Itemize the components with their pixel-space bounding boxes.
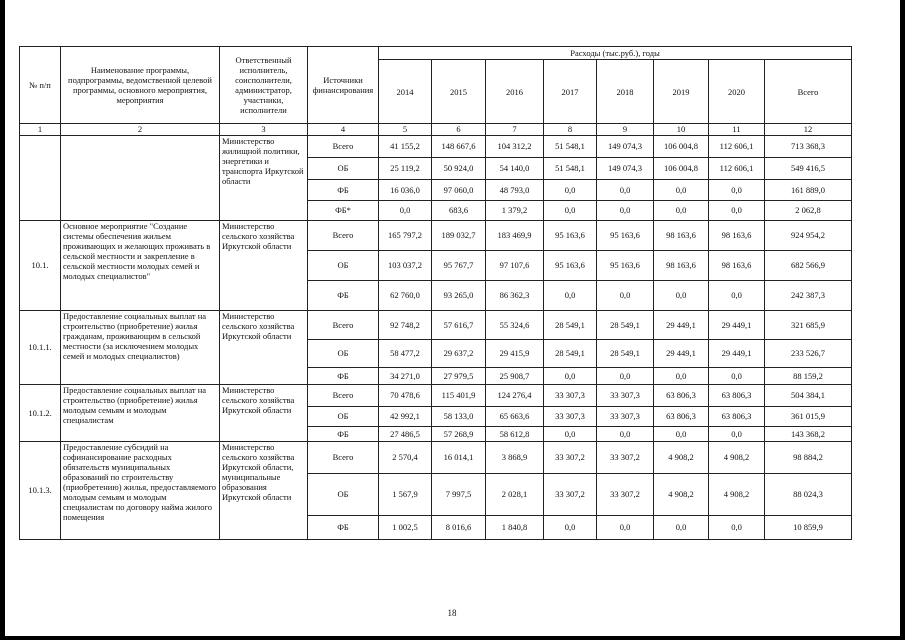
total-value-cell: 682 566,9 — [765, 251, 852, 281]
year-value-cell: 97 107,6 — [486, 251, 544, 281]
year-value-cell: 0,0 — [709, 180, 765, 201]
year-value-cell: 98 163,6 — [709, 251, 765, 281]
funding-source-cell: ОБ — [308, 407, 379, 427]
total-value-cell: 504 384,1 — [765, 385, 852, 407]
year-value-cell: 4 908,2 — [709, 442, 765, 474]
total-value-cell: 924 954,2 — [765, 221, 852, 251]
year-value-cell: 58 612,8 — [486, 427, 544, 442]
year-value-cell: 124 276,4 — [486, 385, 544, 407]
year-value-cell: 28 549,1 — [544, 340, 597, 368]
year-value-cell: 3 868,9 — [486, 442, 544, 474]
year-value-cell: 4 908,2 — [654, 442, 709, 474]
year-value-cell: 0,0 — [654, 368, 709, 385]
year-value-cell: 0,0 — [379, 201, 432, 221]
column-number: 6 — [432, 124, 486, 136]
total-value-cell: 98 884,2 — [765, 442, 852, 474]
row-responsible-cell: Министерство сельского хозяйства Иркутской области, муниципальные образования Иркутской области — [220, 442, 308, 540]
year-value-cell: 97 060,0 — [432, 180, 486, 201]
year-value-cell: 28 549,1 — [544, 311, 597, 340]
row-code-cell: 10.1. — [20, 221, 61, 311]
year-value-cell: 50 924,0 — [432, 158, 486, 180]
year-value-cell: 0,0 — [597, 368, 654, 385]
row-name-cell: Основное мероприятие "Создание системы обеспечения жильем проживающих и желающих проживать в сельской местности и закрепление в сельской местности молодых семей и молодых специалистов" — [61, 221, 220, 311]
year-value-cell: 8 016,6 — [432, 516, 486, 540]
year-value-cell: 115 401,9 — [432, 385, 486, 407]
funding-source-cell: ФБ — [308, 180, 379, 201]
year-value-cell: 103 037,2 — [379, 251, 432, 281]
year-value-cell: 148 667,6 — [432, 136, 486, 158]
year-value-cell: 70 478,6 — [379, 385, 432, 407]
year-value-cell: 29 449,1 — [654, 340, 709, 368]
year-value-cell: 95 163,6 — [597, 251, 654, 281]
column-number: 5 — [379, 124, 432, 136]
header-year: 2020 — [709, 60, 765, 124]
year-value-cell: 683,6 — [432, 201, 486, 221]
year-value-cell: 7 997,5 — [432, 474, 486, 516]
funding-source-cell: ОБ — [308, 158, 379, 180]
scan-bottom-edge — [0, 636, 905, 640]
total-value-cell: 2 062,8 — [765, 201, 852, 221]
year-value-cell: 0,0 — [709, 281, 765, 311]
year-value-cell: 33 307,2 — [597, 442, 654, 474]
year-value-cell: 33 307,2 — [544, 474, 597, 516]
year-value-cell: 0,0 — [597, 180, 654, 201]
year-value-cell: 57 268,9 — [432, 427, 486, 442]
year-value-cell: 98 163,6 — [654, 221, 709, 251]
year-value-cell: 98 163,6 — [709, 221, 765, 251]
funding-source-cell: ФБ — [308, 281, 379, 311]
year-value-cell: 106 004,8 — [654, 158, 709, 180]
year-value-cell: 0,0 — [654, 516, 709, 540]
funding-source-cell: Всего — [308, 221, 379, 251]
year-value-cell: 0,0 — [544, 281, 597, 311]
funding-source-cell: Всего — [308, 442, 379, 474]
year-value-cell: 63 806,3 — [709, 407, 765, 427]
funding-source-cell: Всего — [308, 136, 379, 158]
year-value-cell: 33 307,3 — [544, 385, 597, 407]
funding-source-cell: Всего — [308, 385, 379, 407]
header-total: Всего — [765, 60, 852, 124]
year-value-cell: 92 748,2 — [379, 311, 432, 340]
header-year: 2018 — [597, 60, 654, 124]
column-number: 9 — [597, 124, 654, 136]
year-value-cell: 1 840,8 — [486, 516, 544, 540]
year-value-cell: 0,0 — [597, 201, 654, 221]
year-value-cell: 112 606,1 — [709, 136, 765, 158]
year-value-cell: 33 307,3 — [544, 407, 597, 427]
year-value-cell: 25 119,2 — [379, 158, 432, 180]
header-expenses: Расходы (тыс.руб.), годы — [379, 47, 852, 60]
funding-source-cell: ФБ — [308, 516, 379, 540]
column-number: 12 — [765, 124, 852, 136]
year-value-cell: 41 155,2 — [379, 136, 432, 158]
year-value-cell: 106 004,8 — [654, 136, 709, 158]
table-row — [20, 221, 852, 251]
total-value-cell: 321 685,9 — [765, 311, 852, 340]
header-num: № п/п — [20, 47, 61, 124]
year-value-cell: 149 074,3 — [597, 158, 654, 180]
year-value-cell: 29 449,1 — [654, 311, 709, 340]
year-value-cell: 95 163,6 — [597, 221, 654, 251]
total-value-cell: 10 859,9 — [765, 516, 852, 540]
year-value-cell: 1 002,5 — [379, 516, 432, 540]
row-responsible-cell: Министерство сельского хозяйства Иркутской области — [220, 221, 308, 311]
column-number: 1 — [20, 124, 61, 136]
year-value-cell: 165 797,2 — [379, 221, 432, 251]
year-value-cell: 104 312,2 — [486, 136, 544, 158]
year-value-cell: 4 908,2 — [709, 474, 765, 516]
row-code-cell: 10.1.3. — [20, 442, 61, 540]
year-value-cell: 27 979,5 — [432, 368, 486, 385]
total-value-cell: 88 024,3 — [765, 474, 852, 516]
year-value-cell: 1 567,9 — [379, 474, 432, 516]
column-number: 7 — [486, 124, 544, 136]
column-number: 10 — [654, 124, 709, 136]
year-value-cell: 62 760,0 — [379, 281, 432, 311]
column-number: 4 — [308, 124, 379, 136]
year-value-cell: 0,0 — [654, 427, 709, 442]
row-responsible-cell: Министерство жилищной политики, энергетики и транспорта Иркутской области — [220, 136, 308, 221]
year-value-cell: 112 606,1 — [709, 158, 765, 180]
year-value-cell: 95 163,6 — [544, 221, 597, 251]
year-value-cell: 0,0 — [709, 427, 765, 442]
year-value-cell: 63 806,3 — [654, 407, 709, 427]
funding-source-cell: ФБ — [308, 427, 379, 442]
row-name-cell: Предоставление субсидий на софинансирование расходных обязательств муниципальных образований по строительству (приобретению) жилья, предоставляемого молодым семьям и молодым специалистам по договору найма жилого помещения — [61, 442, 220, 540]
year-value-cell: 57 616,7 — [432, 311, 486, 340]
year-value-cell: 16 036,0 — [379, 180, 432, 201]
year-value-cell: 86 362,3 — [486, 281, 544, 311]
budget-table — [19, 46, 852, 540]
year-value-cell: 48 793,0 — [486, 180, 544, 201]
year-value-cell: 29 449,1 — [709, 311, 765, 340]
year-value-cell: 0,0 — [709, 516, 765, 540]
total-value-cell: 233 526,7 — [765, 340, 852, 368]
year-value-cell: 0,0 — [654, 201, 709, 221]
total-value-cell: 361 015,9 — [765, 407, 852, 427]
year-value-cell: 58 133,0 — [432, 407, 486, 427]
funding-source-cell: ОБ — [308, 340, 379, 368]
year-value-cell: 54 140,0 — [486, 158, 544, 180]
year-value-cell: 51 548,1 — [544, 136, 597, 158]
year-value-cell: 0,0 — [544, 427, 597, 442]
year-value-cell: 28 549,1 — [597, 340, 654, 368]
year-value-cell: 29 449,1 — [709, 340, 765, 368]
total-value-cell: 242 387,3 — [765, 281, 852, 311]
header-responsible: Ответственный исполнитель, соисполнители, администратор, участники, исполнители — [220, 47, 308, 124]
year-value-cell: 33 307,2 — [597, 474, 654, 516]
total-value-cell: 88 159,2 — [765, 368, 852, 385]
total-value-cell: 713 368,3 — [765, 136, 852, 158]
funding-source-cell: ОБ — [308, 251, 379, 281]
year-value-cell: 0,0 — [544, 368, 597, 385]
year-value-cell: 2 028,1 — [486, 474, 544, 516]
row-code-cell — [20, 136, 61, 221]
year-value-cell: 34 271,0 — [379, 368, 432, 385]
year-value-cell: 33 307,3 — [597, 407, 654, 427]
column-number: 8 — [544, 124, 597, 136]
year-value-cell: 95 767,7 — [432, 251, 486, 281]
header-year: 2014 — [379, 60, 432, 124]
row-name-cell: Предоставление социальных выплат на строительство (приобретение) жилья молодым семьям и молодым специалистам — [61, 385, 220, 442]
table-row — [20, 385, 852, 407]
year-value-cell: 29 415,9 — [486, 340, 544, 368]
row-name-cell: Предоставление социальных выплат на строительство (приобретение) жилья гражданам, проживающим в сельской местности (за исключением молодых семей и молодых специалистов) — [61, 311, 220, 385]
year-value-cell: 0,0 — [544, 180, 597, 201]
year-value-cell: 0,0 — [709, 368, 765, 385]
year-value-cell: 183 469,9 — [486, 221, 544, 251]
total-value-cell: 143 368,2 — [765, 427, 852, 442]
header-year: 2016 — [486, 60, 544, 124]
year-value-cell: 42 992,1 — [379, 407, 432, 427]
row-name-cell — [61, 136, 220, 221]
funding-source-cell: ФБ — [308, 368, 379, 385]
year-value-cell: 28 549,1 — [597, 311, 654, 340]
year-value-cell: 16 014,1 — [432, 442, 486, 474]
row-code-cell: 10.1.2. — [20, 385, 61, 442]
header-name: Наименование программы, подпрограммы, ведомственной целевой программы, основного мероприятия, мероприятия — [61, 47, 220, 124]
funding-source-cell: ОБ — [308, 474, 379, 516]
row-responsible-cell: Министерство сельского хозяйства Иркутской области — [220, 385, 308, 442]
total-value-cell: 549 416,5 — [765, 158, 852, 180]
year-value-cell: 93 265,0 — [432, 281, 486, 311]
year-value-cell: 33 307,2 — [544, 442, 597, 474]
year-value-cell: 33 307,3 — [597, 385, 654, 407]
column-number: 2 — [61, 124, 220, 136]
year-value-cell: 149 074,3 — [597, 136, 654, 158]
header-year: 2017 — [544, 60, 597, 124]
year-value-cell: 0,0 — [654, 281, 709, 311]
header-year: 2015 — [432, 60, 486, 124]
column-number: 11 — [709, 124, 765, 136]
year-value-cell: 0,0 — [597, 281, 654, 311]
funding-source-cell: ФБ* — [308, 201, 379, 221]
year-value-cell: 4 908,2 — [654, 474, 709, 516]
year-value-cell: 0,0 — [597, 516, 654, 540]
year-value-cell: 55 324,6 — [486, 311, 544, 340]
header-source: Источники финансирования — [308, 47, 379, 124]
table-row — [20, 442, 852, 474]
table-row — [20, 136, 852, 158]
year-value-cell: 0,0 — [654, 180, 709, 201]
year-value-cell: 0,0 — [544, 516, 597, 540]
year-value-cell: 189 032,7 — [432, 221, 486, 251]
year-value-cell: 27 486,5 — [379, 427, 432, 442]
year-value-cell: 63 806,3 — [654, 385, 709, 407]
year-value-cell: 98 163,6 — [654, 251, 709, 281]
scan-right-edge — [900, 0, 905, 640]
page-number: 18 — [447, 608, 457, 618]
year-value-cell: 0,0 — [597, 427, 654, 442]
year-value-cell: 0,0 — [544, 201, 597, 221]
year-value-cell: 58 477,2 — [379, 340, 432, 368]
year-value-cell: 51 548,1 — [544, 158, 597, 180]
year-value-cell: 95 163,6 — [544, 251, 597, 281]
year-value-cell: 2 570,4 — [379, 442, 432, 474]
year-value-cell: 29 637,2 — [432, 340, 486, 368]
year-value-cell: 1 379,2 — [486, 201, 544, 221]
year-value-cell: 65 663,6 — [486, 407, 544, 427]
scan-left-edge — [0, 0, 5, 640]
year-value-cell: 25 908,7 — [486, 368, 544, 385]
year-value-cell: 0,0 — [709, 201, 765, 221]
funding-source-cell: Всего — [308, 311, 379, 340]
year-value-cell: 63 806,3 — [709, 385, 765, 407]
row-responsible-cell: Министерство сельского хозяйства Иркутской области — [220, 311, 308, 385]
header-year: 2019 — [654, 60, 709, 124]
table-row — [20, 311, 852, 340]
row-code-cell: 10.1.1. — [20, 311, 61, 385]
table-body — [20, 136, 852, 540]
total-value-cell: 161 889,0 — [765, 180, 852, 201]
column-number: 3 — [220, 124, 308, 136]
